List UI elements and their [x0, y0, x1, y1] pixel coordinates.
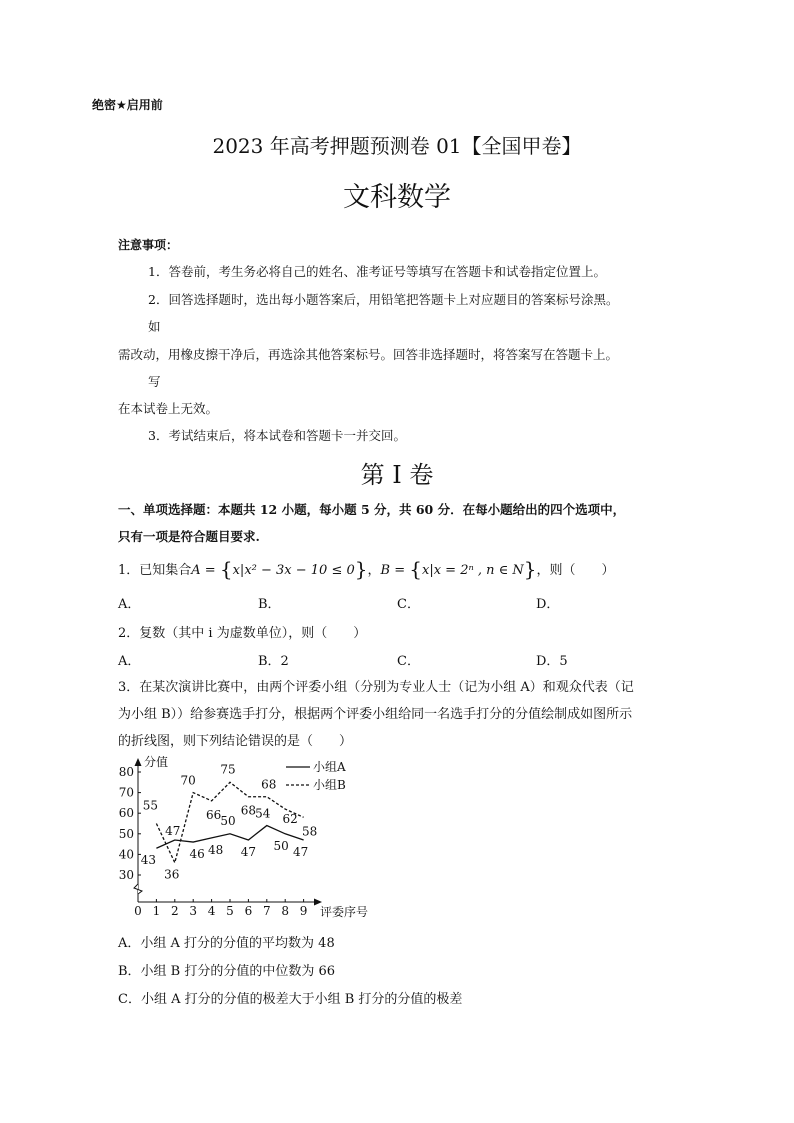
data-label-a-5: 50 — [220, 813, 236, 828]
set-a-condition: x² − 3x − 10 ≤ 0 — [244, 563, 355, 578]
data-label-b-9: 58 — [301, 824, 318, 839]
x-tick-label-9: 9 — [299, 904, 308, 918]
data-label-b-3: 70 — [180, 773, 196, 788]
data-label-b-2: 36 — [164, 867, 180, 882]
x-tick-label-5: 5 — [226, 904, 234, 918]
set-b-var: x — [421, 563, 430, 578]
q1-option-a[interactable]: A． — [118, 597, 141, 612]
question-1-tail: ，则（ ） — [536, 563, 615, 578]
q2-option-a[interactable]: A． — [118, 654, 141, 669]
question-1: 1．已知集合A = {x|x² − 3x − 10 ≤ 0}，B = {x|x = 2ⁿ , n ∈ N}，则（ ） — [118, 557, 615, 581]
question-2: 2．复数（其中 i 为虚数单位），则（ ） — [118, 626, 367, 641]
data-label-b-8: 62 — [282, 812, 298, 827]
set-b-name: B — [380, 563, 391, 578]
q3-option-c[interactable]: C．小组 A 打分的分值的极差大于小组 B 打分的分值的极差 — [118, 992, 463, 1007]
y-tick-label-80: 80 — [118, 765, 134, 779]
data-label-a-4: 48 — [207, 842, 224, 857]
subject-title: 文科数学 — [343, 182, 451, 213]
legend-a-label: 小组A — [313, 760, 346, 774]
y-axis-title: 分值 — [144, 755, 169, 769]
y-tick-label-50: 50 — [118, 826, 134, 841]
x-tick-label-1: 1 — [152, 904, 161, 918]
data-label-a-1: 43 — [140, 853, 157, 868]
data-label-a-2: 47 — [165, 823, 181, 838]
paper-title: 2023 年高考押题预测卷 01【全国甲卷】 — [212, 134, 582, 158]
data-label-b-4: 66 — [205, 807, 222, 822]
data-label-b-6: 68 — [240, 803, 257, 818]
y-tick-label-70: 70 — [118, 785, 134, 800]
x-tick-label-2: 2 — [170, 904, 179, 918]
q3-option-b[interactable]: B．小组 B 打分的分值的中位数为 66 — [118, 964, 336, 979]
section-heading: 一、单项选择题：本题共 12 小题，每小题 5 分，共 60 分．在每小题给出的四个选项中， — [118, 502, 626, 517]
data-label-a-7: 54 — [255, 806, 271, 821]
x-tick-label-0: 0 — [134, 904, 142, 918]
section-heading-cont: 只有一项是符合题目要求. — [118, 529, 260, 544]
y-tick-label-40: 40 — [118, 847, 134, 862]
notice-item-2-wrap2: 写 — [148, 374, 161, 389]
x-tick-label-4: 4 — [207, 904, 216, 918]
x-tick-label-6: 6 — [244, 904, 253, 918]
q1-option-c[interactable]: C． — [397, 597, 420, 612]
notice-item-2-cont: 需改动，用橡皮擦干净后，再选涂其他答案标号。回答非选择题时，将答案写在答题卡上。 — [118, 347, 619, 362]
notice-item-2-end: 在本试卷上无效。 — [118, 401, 219, 416]
chart-axes — [134, 758, 322, 906]
q1-option-b[interactable]: B． — [258, 597, 281, 612]
x-tick-label-7: 7 — [262, 904, 271, 918]
score-line-chart — [110, 752, 410, 927]
data-label-a-8: 50 — [273, 838, 289, 853]
y-tick-label-60: 60 — [118, 806, 134, 821]
question-3-line-2: 为小组 B））给参赛选手打分，根据两个评委小组给同一名选手打分的分值绘制成如图所示 — [118, 707, 633, 722]
set-b-condition: x = 2ⁿ , n ∈ N — [433, 563, 524, 578]
q1-option-d[interactable]: D． — [536, 597, 560, 612]
question-3-line-1: 3．在某次演讲比赛中，由两个评委小组（分别为专业人士（记为小组 A）和观众代表（记 — [118, 680, 634, 695]
set-a-var: x — [232, 563, 240, 578]
question-3-line-3: 的折线图，则下列结论错误的是（ ） — [118, 734, 353, 749]
q3-option-a[interactable]: A．小组 A 打分的分值的平均数为 48 — [118, 936, 335, 951]
confidential-label: 绝密★启用前 — [92, 98, 163, 112]
part-title: 第 I 卷 — [360, 461, 434, 489]
q2-option-d[interactable]: D．5 — [536, 654, 568, 669]
data-label-a-6: 47 — [240, 844, 257, 859]
notice-item-3: 3．考试结束后，将本试卷和答题卡一并交回。 — [148, 428, 406, 443]
data-label-b-5: 75 — [220, 762, 236, 777]
data-label-a-9: 47 — [292, 844, 309, 859]
set-a-name: A — [191, 563, 201, 578]
notice-heading: 注意事项： — [118, 238, 179, 252]
notice-item-2: 2．回答选择题时，选出每小题答案后，用铅笔把答题卡上对应题目的答案标号涂黑。 — [148, 292, 619, 307]
q2-option-b[interactable]: B．2 — [258, 654, 289, 669]
data-label-b-7: 68 — [261, 777, 277, 792]
legend-b-label: 小组B — [313, 778, 346, 792]
axis-break — [134, 884, 142, 894]
x-axis-title: 评委序号 — [320, 905, 369, 919]
notice-item-2-wrap: 如 — [148, 319, 161, 334]
y-axis-arrow — [135, 758, 142, 766]
notice-item-1: 1．答卷前，考生务必将自己的姓名、准考证号等填写在答题卡和试卷指定位置上。 — [148, 264, 606, 279]
x-tick-label-3: 3 — [189, 904, 198, 918]
x-tick-label-8: 8 — [281, 904, 290, 918]
data-label-b-1: 55 — [142, 798, 159, 813]
y-tick-label-30: 30 — [118, 868, 134, 882]
question-1-lead: 1．已知集合 — [118, 563, 192, 578]
q2-option-c[interactable]: C． — [397, 654, 420, 669]
data-label-a-3: 46 — [189, 847, 205, 862]
